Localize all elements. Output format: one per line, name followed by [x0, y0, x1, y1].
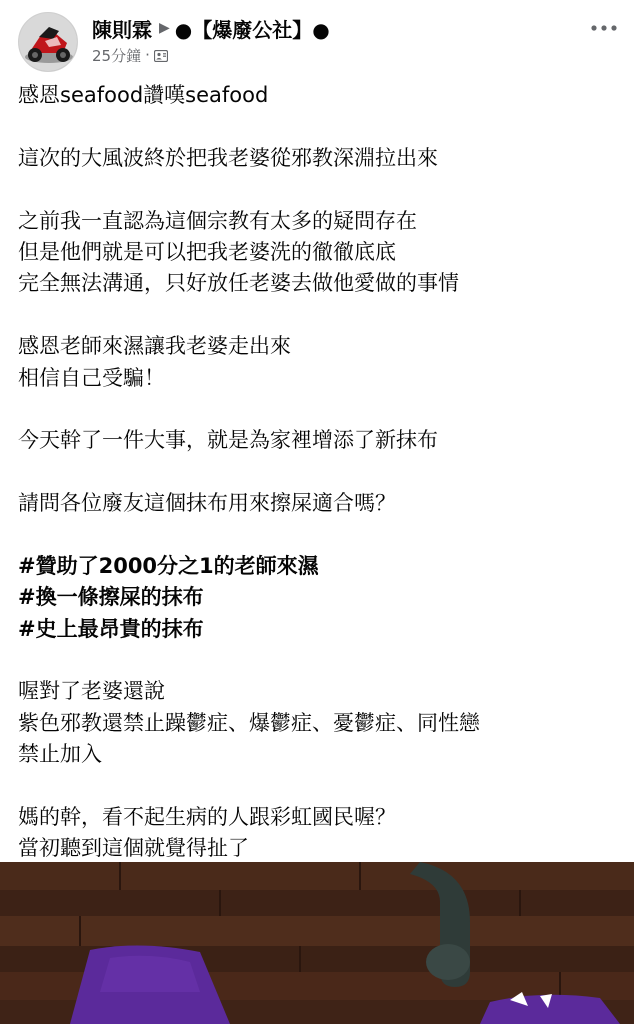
post-line: 請問各位廢友這個抹布用來擦屎適合嗎？: [18, 491, 396, 516]
more-options-button[interactable]: [590, 16, 618, 40]
meta-separator: ·: [145, 46, 150, 64]
blank-line: [18, 457, 618, 488]
post-line: 媽的幹，看不起生病的人跟彩虹國民喔？: [18, 804, 396, 829]
post-line: 相信自己受騙！: [18, 365, 165, 390]
post-line: 完全無法溝通，只好放任老婆去做他愛做的事情: [18, 271, 459, 296]
post-line: 喔對了老婆還說: [18, 679, 165, 704]
hashtag-link[interactable]: #史上最昂貴的抹布: [18, 616, 204, 641]
arrow-right-icon: ▶: [159, 20, 170, 36]
post-line: 禁止加入: [18, 742, 102, 767]
post-line: 感恩老師來濕讓我老婆走出來: [18, 334, 291, 359]
post-line: 感恩seafood讚嘆seafood: [18, 83, 269, 107]
blank-line: [18, 300, 618, 331]
author-row: [92, 14, 330, 42]
more-horizontal-icon: [591, 25, 617, 31]
hashtag-link[interactable]: #換一條擦屎的抹布: [18, 585, 204, 610]
post-line: 紫色邪教還禁止躁鬱症、爆鬱症、憂鬱症、同性戀: [18, 710, 480, 735]
post-line: 但是他們就是可以把我老婆洗的徹徹底底: [18, 239, 396, 264]
author-name[interactable]: 陳則霖: [92, 17, 152, 42]
group-name[interactable]: ●【爆廢公社】●: [174, 17, 330, 42]
avatar[interactable]: [18, 12, 78, 72]
post-line: 這次的大風波終於把我老婆從邪教深淵拉出來: [18, 145, 438, 170]
post-header: [0, 0, 634, 76]
avatar-motorcycle-image: [19, 13, 77, 71]
post-line: 當初聽到這個就覺得扯了: [18, 836, 249, 861]
hashtag-link[interactable]: #贊助了2000分之1的老師來濕: [18, 553, 319, 578]
blank-line: [18, 519, 618, 550]
blank-line: [18, 174, 618, 205]
post-line: 今天幹了一件大事，就是為家裡增添了新抹布: [18, 428, 438, 453]
post-timestamp[interactable]: 25分鐘: [92, 46, 142, 65]
photo-floor-cloth-image: [0, 862, 634, 1024]
post-photo[interactable]: [0, 862, 634, 1024]
blank-line: [18, 111, 618, 142]
group-icon: [154, 50, 168, 62]
post-text: [18, 80, 618, 865]
blank-line: [18, 771, 618, 802]
blank-line: [18, 394, 618, 425]
blank-line: [18, 645, 618, 676]
post-meta: [92, 44, 168, 66]
post-line: 之前我一直認為這個宗教有太多的疑問存在: [18, 208, 417, 233]
